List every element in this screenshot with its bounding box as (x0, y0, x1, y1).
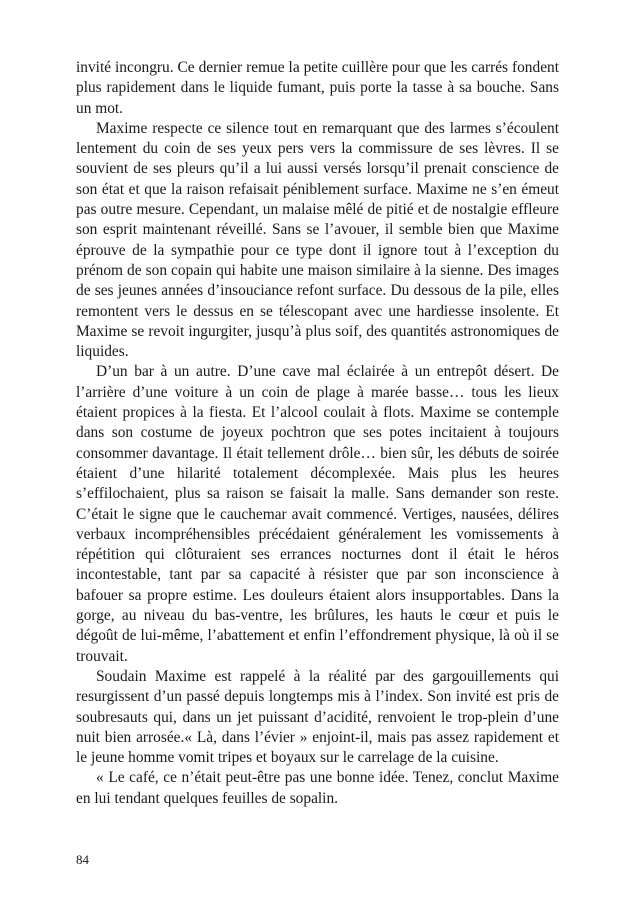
paragraph-continued: invité incongru. Ce dernier remue la petite cuillère pour que les carrés fondent plus rapidement dans le liquide fumant, puis porte la tasse à sa bouche. Sans un mot. (76, 59, 559, 117)
page-number: 84 (76, 852, 89, 867)
page-body (76, 58, 559, 809)
paragraph-cafe: « Le café, ce n’était peut-être pas une bonne idée. Tenez, conclut Maxime en lui tendant quelques feuilles de sopalin. (76, 769, 559, 807)
paragraph-maxime-silence: Maxime respecte ce silence tout en remarquant que des larmes s’écoulent lentement du coin de ses yeux pers vers la commissure de ses lèvres. Il se souvient de ses pleurs qu’il a lui aussi versés lorsqu’il prenait conscience de son état et que la raison refaisait péniblement surface. Maxime ne s’en émeut pas outre mesure. Cependant, un malaise mêlé de pitié et de nostalgie effleure son esprit maintenant réveillé. Sans se l’avouer, il semble bien que Maxime éprouve de la sympathie pour ce type dont il ignore tout à l’exception du prénom de son copain qui habite une maison similaire à la sienne. Des images de ses jeunes années d’insouciance refont surface. Du dessous de la pile, elles remontent vers le dessus en se télescopant avec une hardiesse insolente. Et Maxime se revoit ingurgiter, jusqu’à plus soif, des quantités astronomiques de liquides. (76, 119, 559, 361)
paragraph-bar-memories: D’un bar à un autre. D’une cave mal éclairée à un entrepôt désert. De l’arrière d’une voiture à un coin de plage à marée basse… tous les lieux étaient propices à la fiesta. Et l’alcool coulait à flots. Maxime se contemple dans son costume de joyeux pochtron que ses potes incitaient à toujours consommer davantage. Il était tellement drôle… bien sûr, les débuts de soirée étaient d’une hilarité totalement décomplexée. Mais plus les heures s’effilochaient, plus sa raison se faisait la malle. Sans demander son reste. C’était le signe que le cauchemar avait commencé. Vertiges, nausées, délires verbaux incompréhensibles précédaient généralement les vomissements à répétition qui clôturaient ses errances nocturnes dont il était le héros incontestable, tant par sa capacité à résister que par son inconscience à bafouer sa propre estime. Les douleurs étaient alors insupportables. Dans la gorge, au niveau du bas-ventre, les brûlures, les hauts le cœur et puis le dégoût de lui-même, l’abattement et enfin l’effondrement physique, là où il se trouvait. (76, 363, 559, 665)
paragraph-gargouillements: Soudain Maxime est rappelé à la réalité par des gargouillements qui resurgissent d’un passé depuis longtemps mis à l’index. Son invité est pris de soubresauts qui, dans un jet puissant d’acidité, renvoient le trop-plein d’une nuit bien arrosée.« Là, dans l’évier » enjoint-il, mais pas assez rapidement et le jeune homme vomit tripes et boyaux sur le carrelage de la cuisine. (76, 667, 559, 767)
